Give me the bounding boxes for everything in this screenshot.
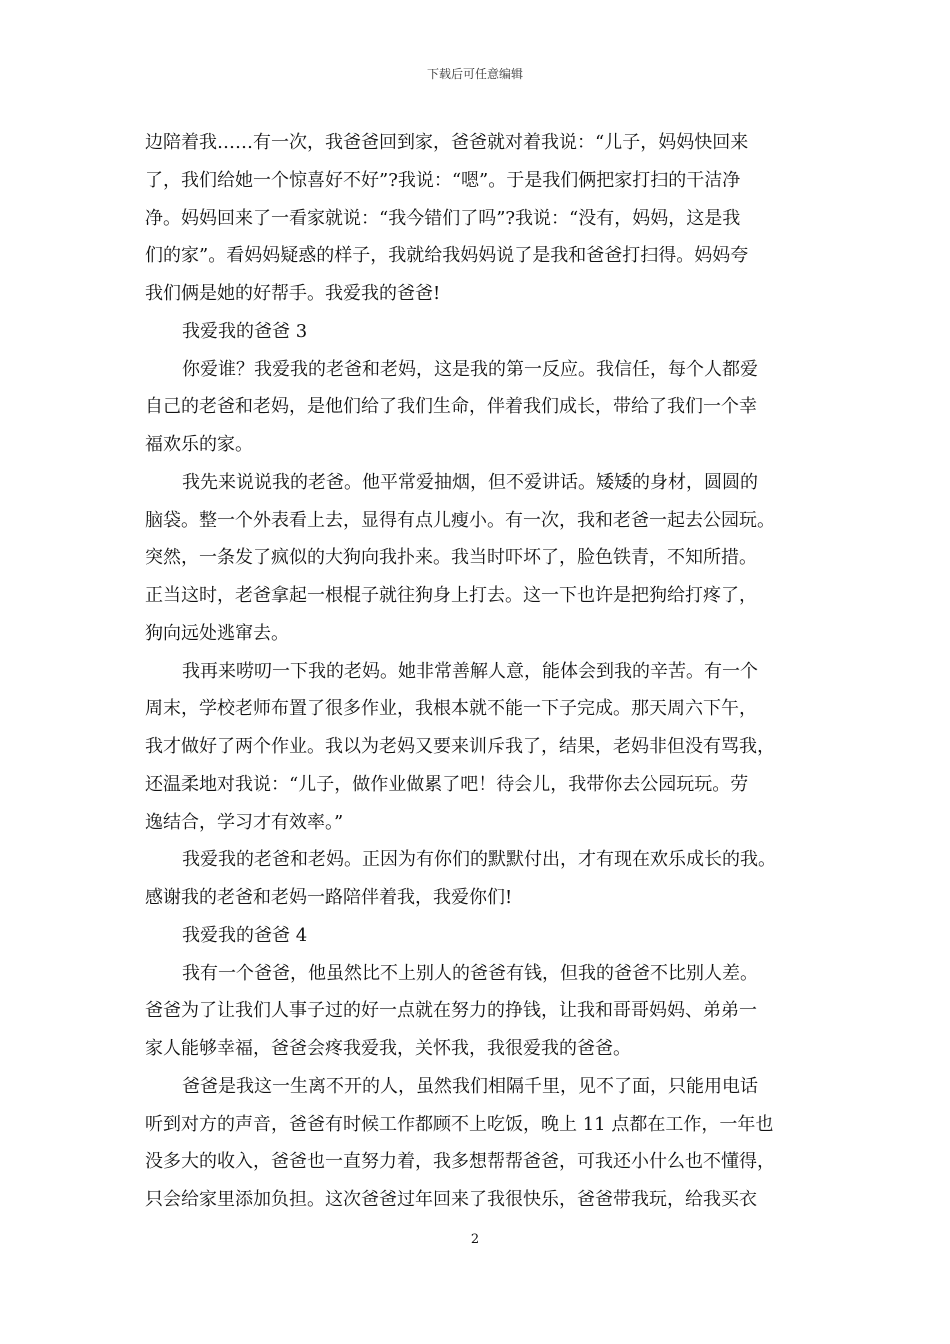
text-line: 们的家”。看妈妈疑惑的样子，我就给我妈妈说了是我和爸爸打扫得。妈妈夸 [145, 245, 749, 267]
text-line: 感谢我的老爸和老妈一路陪伴着我，我爱你们! [145, 887, 513, 908]
text-line: 自己的老爸和老妈，是他们给了我们生命，伴着我们成长，带给了我们一个幸 [145, 396, 757, 418]
text-line: 狗向远处逃窜去。 [145, 622, 289, 644]
text-line: 你爱谁？我爱我的老爸和老妈，这是我的第一反应。我信任，每个人都爱 [182, 358, 758, 380]
text-line: 我才做好了两个作业。我以为老妈又要来训斥我了，结果，老妈非但没有骂我， [145, 736, 775, 757]
text-line: 我有一个爸爸，他虽然比不上别人的爸爸有钱，但我的爸爸不比别人差。 [182, 962, 758, 984]
text-line: 了，我们给她一个惊喜好不好”?我说：“嗯”。于是我们俩把家打扫的干洁净 [145, 169, 741, 191]
text-line: 爸爸是我这一生离不开的人，虽然我们相隔千里，见不了面，只能用电话 [182, 1075, 758, 1097]
text-line: 逸结合，学习才有效率。” [145, 811, 344, 833]
text-line: 听到对方的声音，爸爸有时候工作都顾不上吃饭，晚上 11 点都在工作，一年也 [145, 1113, 774, 1135]
text-line: 我们俩是她的好帮手。我爱我的爸爸! [145, 283, 441, 304]
text-line: 家人能够幸福，爸爸会疼我爱我，关怀我，我很爱我的爸爸。 [145, 1038, 631, 1059]
text-line: 我再来唠叨一下我的老妈。她非常善解人意，能体会到我的辛苦。有一个 [182, 660, 758, 682]
text-line: 还温柔地对我说：“儿子，做作业做累了吧！待会儿，我带你去公园玩玩。劳 [145, 773, 749, 795]
text-line: 只会给家里添加负担。这次爸爸过年回来了我很快乐，爸爸带我玩，给我买衣 [145, 1189, 757, 1210]
text-line: 我先来说说我的老爸。他平常爱抽烟，但不爱讲话。矮矮的身材，圆圆的 [182, 471, 758, 493]
page-header: 下载后可任意编辑 [426, 67, 523, 81]
text-line: 我爱我的爸爸 4 [182, 924, 308, 946]
text-line: 福欢乐的家。 [145, 434, 253, 455]
text-line: 脑袋。整一个外表看上去，显得有点儿瘦小。有一次，我和老爸一起去公园玩。 [145, 509, 775, 531]
text-line: 突然，一条发了疯似的大狗向我扑来。我当时吓坏了，脸色铁青，不知所措。 [145, 547, 757, 569]
page-number: 2 [470, 1232, 480, 1247]
text-line: 爸爸为了让我们人事子过的好一点就在努力的挣钱，让我和哥哥妈妈、弟弟一 [145, 1000, 757, 1022]
text-line: 周末，学校老师布置了很多作业，我根本就不能一下子完成。那天周六下午， [145, 698, 757, 720]
text-line: 边陪着我……有一次，我爸爸回到家，爸爸就对着我说：“儿子，妈妈快回来 [145, 132, 749, 153]
document-body [145, 124, 813, 1219]
text-line: 净。妈妈回来了一看家就说：“我今错们了吗”?我说：“没有，妈妈，这是我 [145, 207, 741, 229]
text-line: 我爱我的爸爸 3 [182, 320, 308, 342]
text-line: 我爱我的老爸和老妈。正因为有你们的默默付出，才有现在欢乐成长的我。 [182, 849, 776, 871]
text-line: 没多大的收入，爸爸也一直努力着，我多想帮帮爸爸，可我还小什么也不懂得， [145, 1151, 775, 1173]
text-line: 正当这时，老爸拿起一根棍子就往狗身上打去。这一下也许是把狗给打疼了， [145, 585, 757, 606]
